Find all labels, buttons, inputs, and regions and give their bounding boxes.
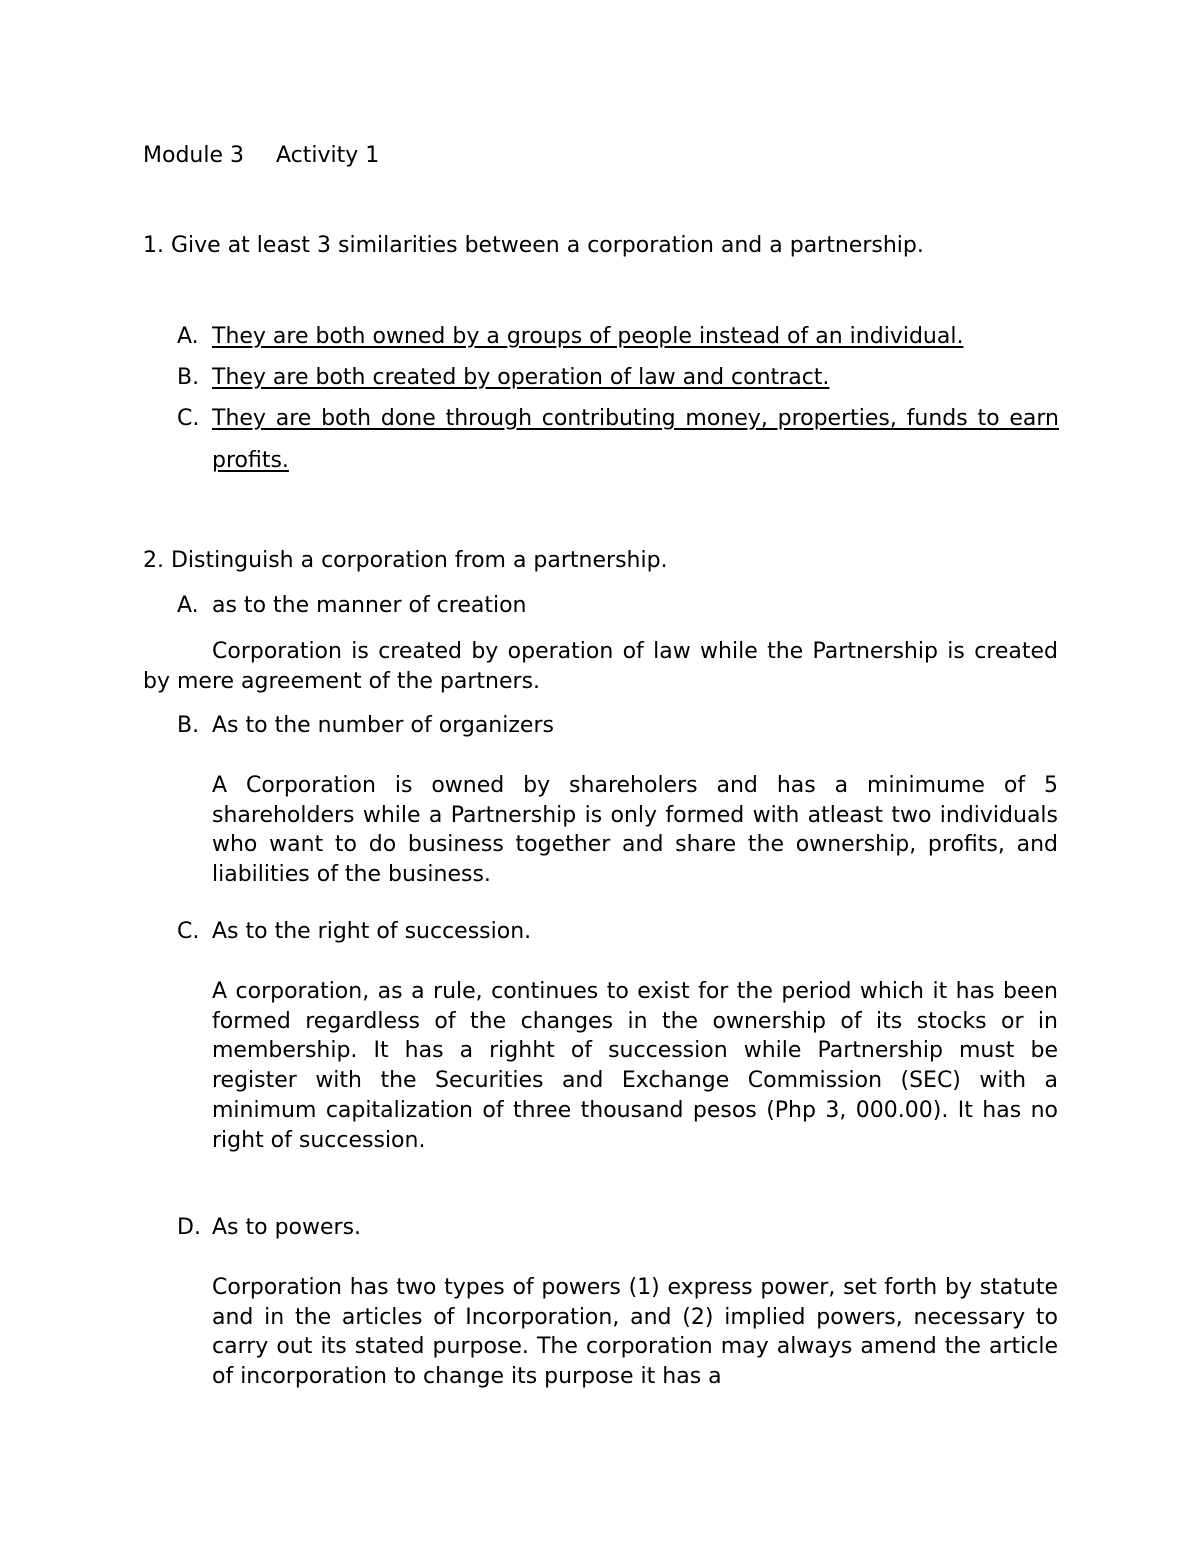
answer-label: C. (177, 406, 200, 431)
answer-text: They are both owned by a groups of people instead of an individual. (212, 324, 964, 349)
question-2: 2. Distinguish a corporation from a partnership. (143, 548, 668, 573)
item-label: C. (177, 919, 200, 944)
item-label: A. (177, 593, 199, 618)
answer-text: They are both created by operation of law and contract. (212, 365, 830, 390)
distinction-a-body: Corporation is created by operation of law while the Partnership is created by mere agreement of the partners. (143, 639, 1058, 694)
answer-label: A. (177, 324, 199, 349)
distinction-b-body: A Corporation is owned by shareholers and has a minimume of 5 shareholders while a Partnership is only formed with atleast two individuals who want to do business together and share the ownership, profits, and liabilities of the business. (212, 773, 1058, 888)
distinction-a-title (177, 591, 527, 621)
item-title: As to powers. (212, 1215, 362, 1240)
item-label: B. (177, 713, 200, 738)
question-1: 1. Give at least 3 similarities between a corporation and a partnership. (143, 233, 924, 258)
module-label: Module 3 (143, 143, 244, 168)
item-label: D. (177, 1215, 201, 1240)
activity-label: Activity 1 (276, 143, 380, 168)
distinction-d-body: Corporation has two types of powers (1) express power, set forth by statute and in the articles of Incorporation, and (2) implied powers, necessary to carry out its stated purpose. The corporation may always amend the article of incorporation to change its purpose it has a (212, 1275, 1058, 1390)
item-title: As to the number of organizers (212, 713, 554, 738)
distinction-c-title (177, 917, 531, 947)
distinction-c-body: A corporation, as a rule, continues to exist for the period which it has been formed regardless of the changes in the ownership of its stocks or in membership. It has a righht of succession while Partnership must be register with the Securities and Exchange Commission (SEC) with a minimum capitalization of three thousand pesos (Php 3, 000.00). It has no right of succession. (212, 979, 1058, 1153)
distinction-b-title (177, 711, 554, 741)
answer-label: B. (177, 365, 200, 390)
item-title: as to the manner of creation (212, 593, 527, 618)
item-title: As to the right of succession. (212, 919, 532, 944)
answer-text: They are both done through contributing money, properties, funds to earn profits. (212, 406, 1059, 473)
page-heading (143, 141, 379, 171)
distinction-d-title (177, 1213, 361, 1243)
